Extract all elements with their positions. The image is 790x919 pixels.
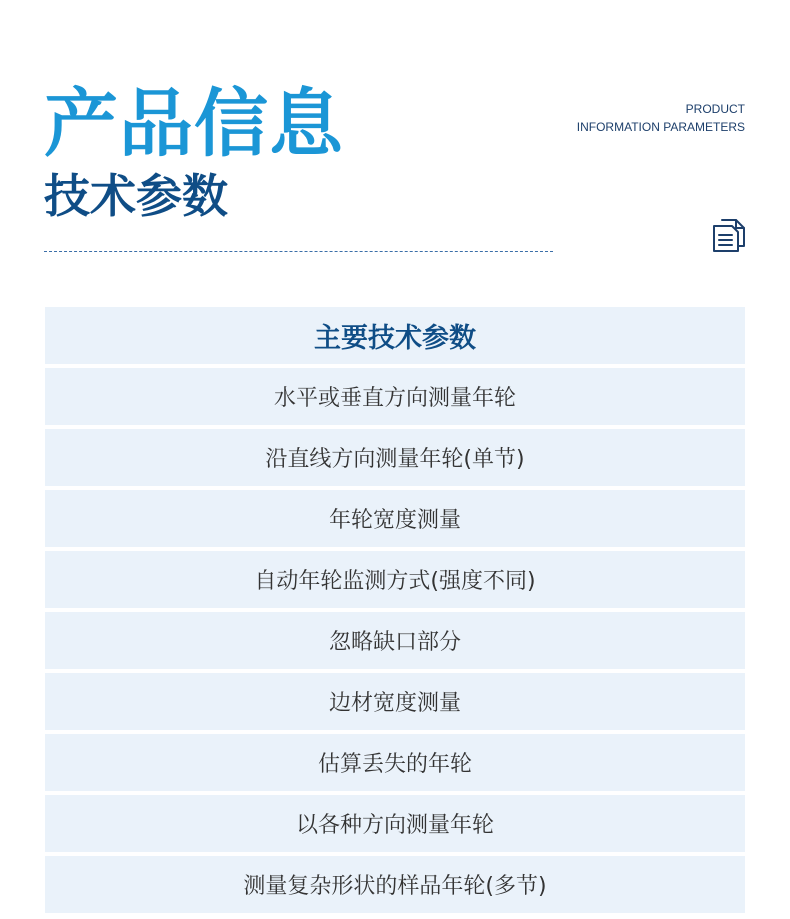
page-subtitle: 技术参数 xyxy=(44,169,228,223)
page-title: 产品信息 xyxy=(44,81,344,167)
document-icon xyxy=(711,217,747,253)
table-row: 测量复杂形状的样品年轮(多节) xyxy=(45,856,745,913)
english-title-line-1: PRODUCT xyxy=(685,102,745,116)
table-row: 边材宽度测量 xyxy=(45,673,745,730)
table-header: 主要技术参数 xyxy=(45,307,745,364)
table-row: 忽略缺口部分 xyxy=(45,612,745,669)
table-row: 沿直线方向测量年轮(单节) xyxy=(45,429,745,486)
table-row: 估算丢失的年轮 xyxy=(45,734,745,791)
table-row: 自动年轮监测方式(强度不同) xyxy=(45,551,745,608)
english-title xyxy=(577,100,745,136)
table-row: 水平或垂直方向测量年轮 xyxy=(45,368,745,425)
table-row: 以各种方向测量年轮 xyxy=(45,795,745,852)
params-table xyxy=(45,307,745,917)
english-title-line-2: INFORMATION PARAMETERS xyxy=(576,120,745,134)
dashed-divider xyxy=(44,251,553,252)
table-row: 年轮宽度测量 xyxy=(45,490,745,547)
